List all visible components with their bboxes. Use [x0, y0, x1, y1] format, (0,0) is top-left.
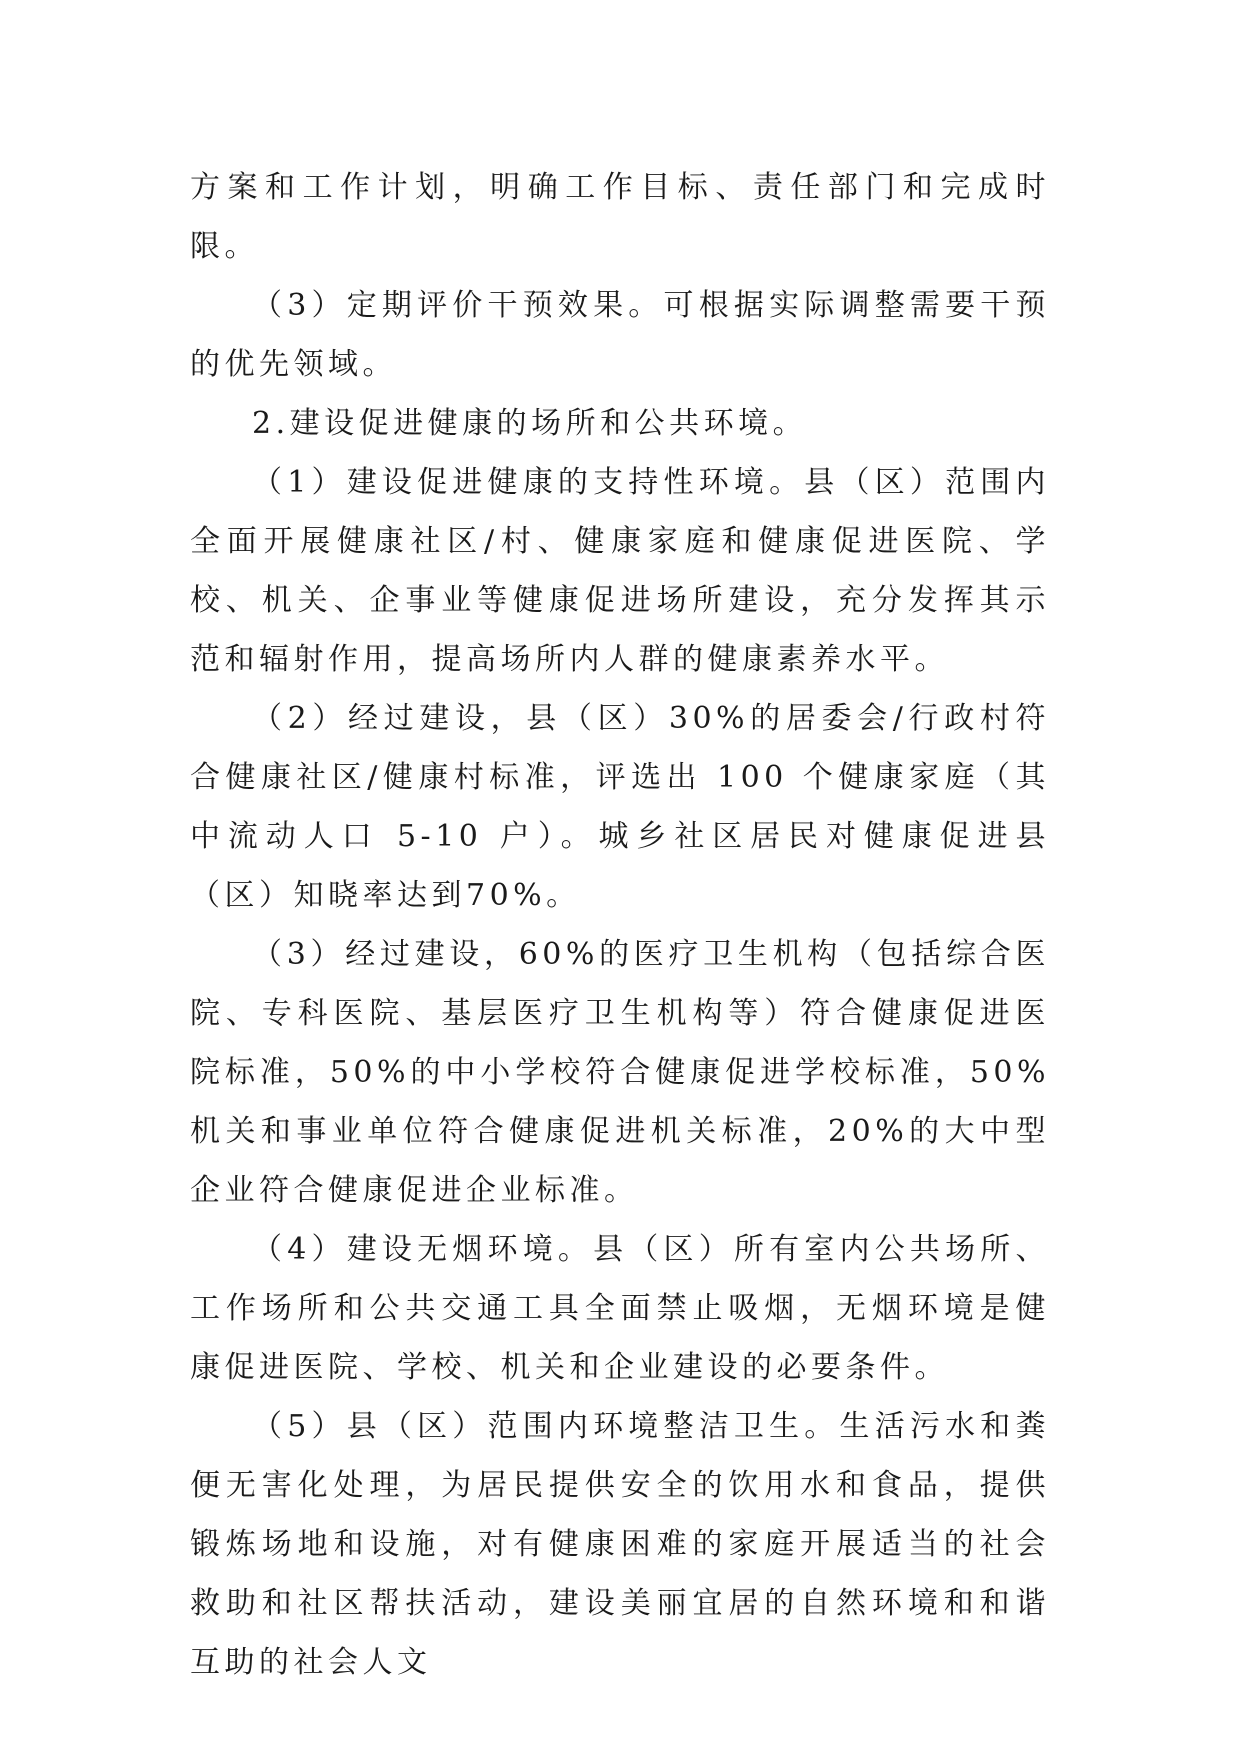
paragraph-3: 2.建设促进健康的场所和公共环境。	[252, 406, 808, 441]
paragraph-2: （3）定期评价干预效果。可根据实际调整需要干预的优先领域。	[190, 288, 1050, 382]
paragraph-5: （2）经过建设，县（区）30%的居委会/行政村符合健康社区/健康村标准，评选出 100 个健康家庭（其中流动人口 5-10 户）。城乡社区居民对健康促进县（区）知晓率达到70%。	[190, 701, 1050, 913]
paragraph-6: （3）经过建设，60%的医疗卫生机构（包括综合医院、专科医院、基层医疗卫生机构等）符合健康促进医院标准，50%的中小学校符合健康促进学校标准，50%机关和事业单位符合健康促进机关标准，20%的大中型企业符合健康促进企业标准。	[190, 937, 1050, 1208]
paragraph-8: （5）县（区）范围内环境整洁卫生。生活污水和粪便无害化处理，为居民提供安全的饮用水和食品，提供锻炼场地和设施，对有健康困难的家庭开展适当的社会救助和社区帮扶活动，建设美丽宜居的自然环境和和谐互助的社会人文	[190, 1409, 1050, 1680]
paragraph-7: （4）建设无烟环境。县（区）所有室内公共场所、工作场所和公共交通工具全面禁止吸烟，无烟环境是健康促进医院、学校、机关和企业建设的必要条件。	[190, 1232, 1050, 1385]
document-body	[190, 158, 1050, 1692]
paragraph-4: （1）建设促进健康的支持性环境。县（区）范围内全面开展健康社区/村、健康家庭和健康促进医院、学校、机关、企事业等健康促进场所建设，充分发挥其示范和辐射作用，提高场所内人群的健康素养水平。	[190, 465, 1050, 677]
paragraph-1: 方案和工作计划，明确工作目标、责任部门和完成时限。	[190, 170, 1050, 264]
